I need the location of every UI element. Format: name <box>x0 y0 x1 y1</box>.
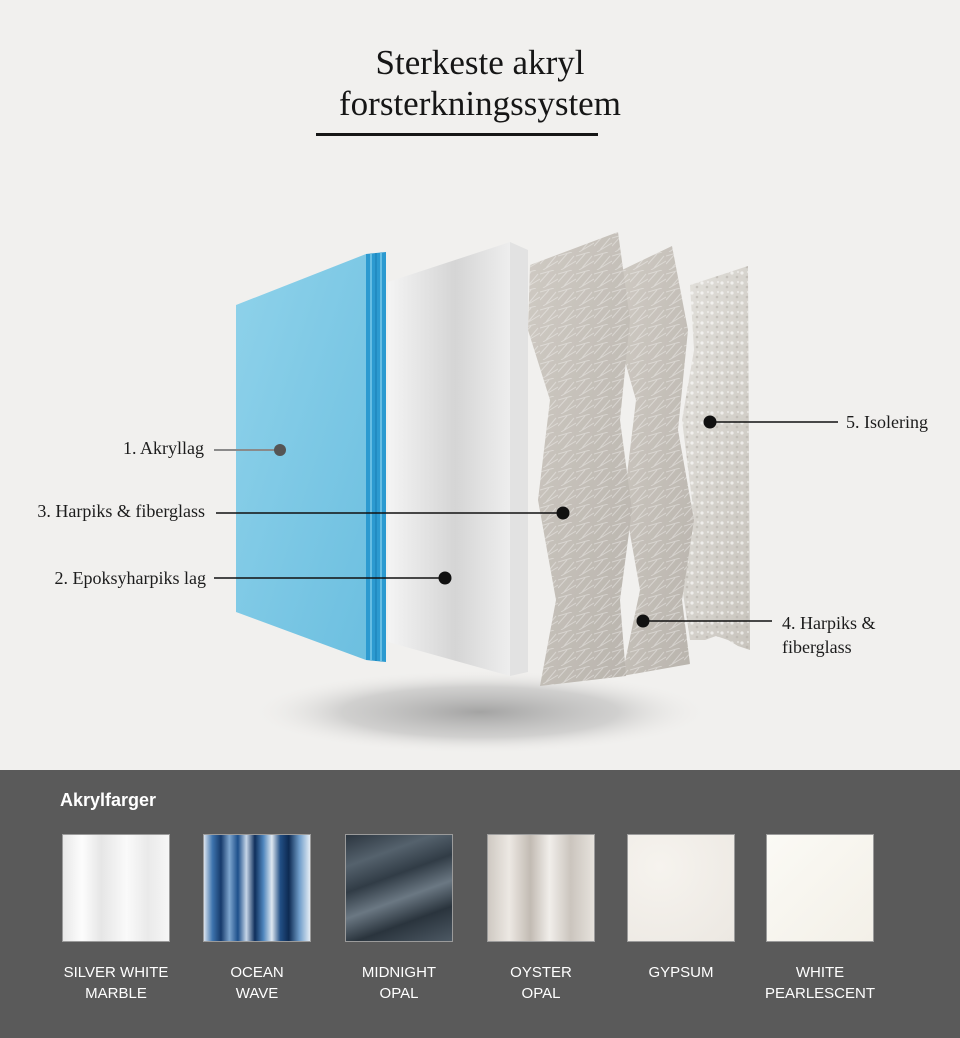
swatch-label-line: WAVE <box>235 985 279 1002</box>
swatch-label <box>324 962 474 1004</box>
swatch-label <box>745 962 895 1004</box>
swatch-white-pearlescent[interactable] <box>766 834 874 942</box>
marker-epoxy <box>439 572 452 585</box>
callout-acrylic-layer: 1. Akryllag <box>123 438 204 458</box>
swatch-label-line: MIDNIGHT <box>361 964 437 981</box>
swatch-label-line: SILVER WHITE <box>63 964 169 981</box>
drop-shadow <box>250 670 710 754</box>
page-title-line-1: Sterkeste akryl <box>375 43 585 82</box>
page-title-line-2: forsterkningssystem <box>339 84 621 123</box>
callout-resin-fiberglass-back: 4. Harpiks & fiberglass <box>782 613 876 657</box>
acrylic-colors-section <box>0 770 960 1038</box>
swatch-ocean-wave[interactable] <box>203 834 311 942</box>
swatch-label <box>41 962 191 1004</box>
swatch-label-line: OPAL <box>379 985 419 1002</box>
swatch-oyster-opal[interactable] <box>487 834 595 942</box>
swatch-label-line: WHITE <box>795 964 845 981</box>
layer-epoxy-panel <box>388 242 510 676</box>
swatch-label <box>182 962 332 1004</box>
swatch-label-line: OYSTER <box>510 964 572 981</box>
swatch-midnight-opal[interactable] <box>345 834 453 942</box>
swatch-label-line: PEARLESCENT <box>764 985 876 1002</box>
layer-acrylic-panel <box>236 254 366 660</box>
swatch-gypsum[interactable] <box>627 834 735 942</box>
callout-resin-fiberglass-front: 3. Harpiks & fiberglass <box>37 501 205 521</box>
swatch-label-line: GYPSUM <box>648 964 714 981</box>
swatch-label <box>466 962 616 1004</box>
callout-insulation: 5. Isolering <box>846 412 928 432</box>
colors-heading: Akrylfarger <box>60 790 157 810</box>
callout-epoxy-layer: 2. Epoksyharpiks lag <box>54 568 206 588</box>
marker-fiberglass-back <box>637 615 650 628</box>
marker-fiberglass-front <box>557 507 570 520</box>
swatch-label-line: MARBLE <box>85 985 147 1002</box>
swatch-label-line: OPAL <box>521 985 561 1002</box>
swatch-silver-white-marble[interactable] <box>62 834 170 942</box>
marker-insulation <box>704 416 717 429</box>
layer-epoxy-panel-edge <box>510 242 528 676</box>
swatch-label <box>606 962 756 983</box>
marker-acrylic <box>274 444 286 456</box>
swatch-label-line: OCEAN <box>230 964 284 981</box>
